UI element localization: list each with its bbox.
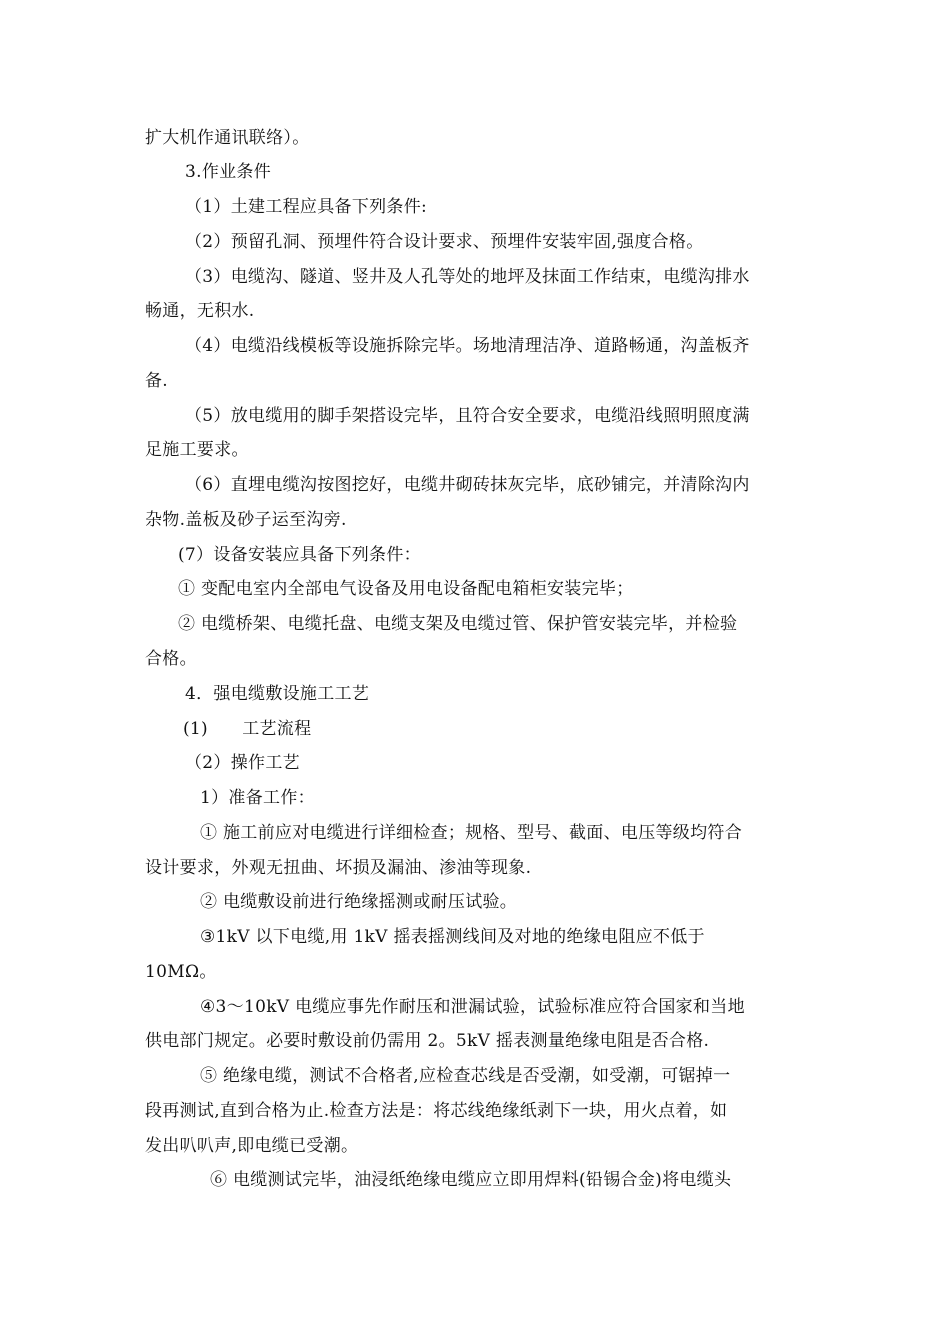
text-line: 杂物.盖板及砂子运至沟旁. bbox=[145, 510, 347, 530]
text-line: (7）设备安装应具备下列条件： bbox=[178, 545, 421, 565]
text-line: ① 施工前应对电缆进行详细检查；规格、型号、截面、电压等级均符合 bbox=[200, 823, 743, 843]
text-line: ② 电缆桥架、电缆托盘、电缆支架及电缆过管、保护管安装完毕，并检验 bbox=[178, 614, 738, 634]
text-line: （1）土建工程应具备下列条件: bbox=[185, 197, 428, 217]
text-line: 备. bbox=[145, 371, 169, 391]
text-line: 扩大机作通讯联络）。 bbox=[145, 128, 310, 148]
text-line: 畅通，无积水. bbox=[145, 301, 255, 321]
text-line: 段再测试,直到合格为止.检查方法是：将芯线绝缘纸剥下一块，用火点着，如 bbox=[145, 1101, 728, 1121]
text-line: 足施工要求。 bbox=[145, 440, 249, 460]
text-line: ④3～10kV 电缆应事先作耐压和泄漏试验，试验标准应符合国家和当地 bbox=[200, 997, 745, 1017]
text-line: ③1kV 以下电缆,用 1kV 摇表摇测线间及对地的绝缘电阻应不低于 bbox=[200, 927, 705, 947]
text-line: （5）放电缆用的脚手架搭设完毕，且符合安全要求，电缆沿线照明照度满 bbox=[185, 406, 750, 426]
text-line: 10MΩ。 bbox=[145, 962, 217, 982]
text-line: 1）准备工作： bbox=[200, 788, 315, 808]
text-line: ⑤ 绝缘电缆，测试不合格者,应检查芯线是否受潮，如受潮，可锯掉一 bbox=[200, 1066, 731, 1086]
text-line: （2）操作工艺 bbox=[185, 753, 300, 773]
text-line: ② 电缆敷设前进行绝缘摇测或耐压试验。 bbox=[200, 892, 518, 912]
text-line: (1) 工艺流程 bbox=[183, 719, 312, 739]
text-line: （6）直埋电缆沟按图挖好，电缆井砌砖抹灰完毕，底砂铺完，并清除沟内 bbox=[185, 475, 750, 495]
text-line: （2）预留孔洞、预埋件符合设计要求、预埋件安装牢固,强度合格。 bbox=[185, 232, 704, 252]
text-line: 发出叭叭声,即电缆已受潮。 bbox=[145, 1136, 359, 1156]
text-line: 设计要求，外观无扭曲、坏损及漏油、渗油等现象. bbox=[145, 858, 532, 878]
text-line: ⑥ 电缆测试完毕，油浸纸绝缘电缆应立即用焊料(铅锡合金)将电缆头 bbox=[210, 1170, 732, 1190]
section-heading: 4．强电缆敷设施工工艺 bbox=[185, 684, 370, 704]
text-line: 供电部门规定。必要时敷设前仍需用 2。5kV 摇表测量绝缘电阻是否合格. bbox=[145, 1031, 710, 1051]
text-line: ① 变配电室内全部电气设备及用电设备配电箱柜安装完毕； bbox=[178, 579, 634, 599]
text-line: （3）电缆沟、隧道、竖井及人孔等处的地坪及抹面工作结束，电缆沟排水 bbox=[185, 267, 750, 287]
text-line: 合格。 bbox=[145, 649, 197, 669]
section-heading: 3.作业条件 bbox=[185, 162, 272, 182]
text-line: （4）电缆沿线模板等设施拆除完毕。场地清理洁净、道路畅通，沟盖板齐 bbox=[185, 336, 750, 356]
